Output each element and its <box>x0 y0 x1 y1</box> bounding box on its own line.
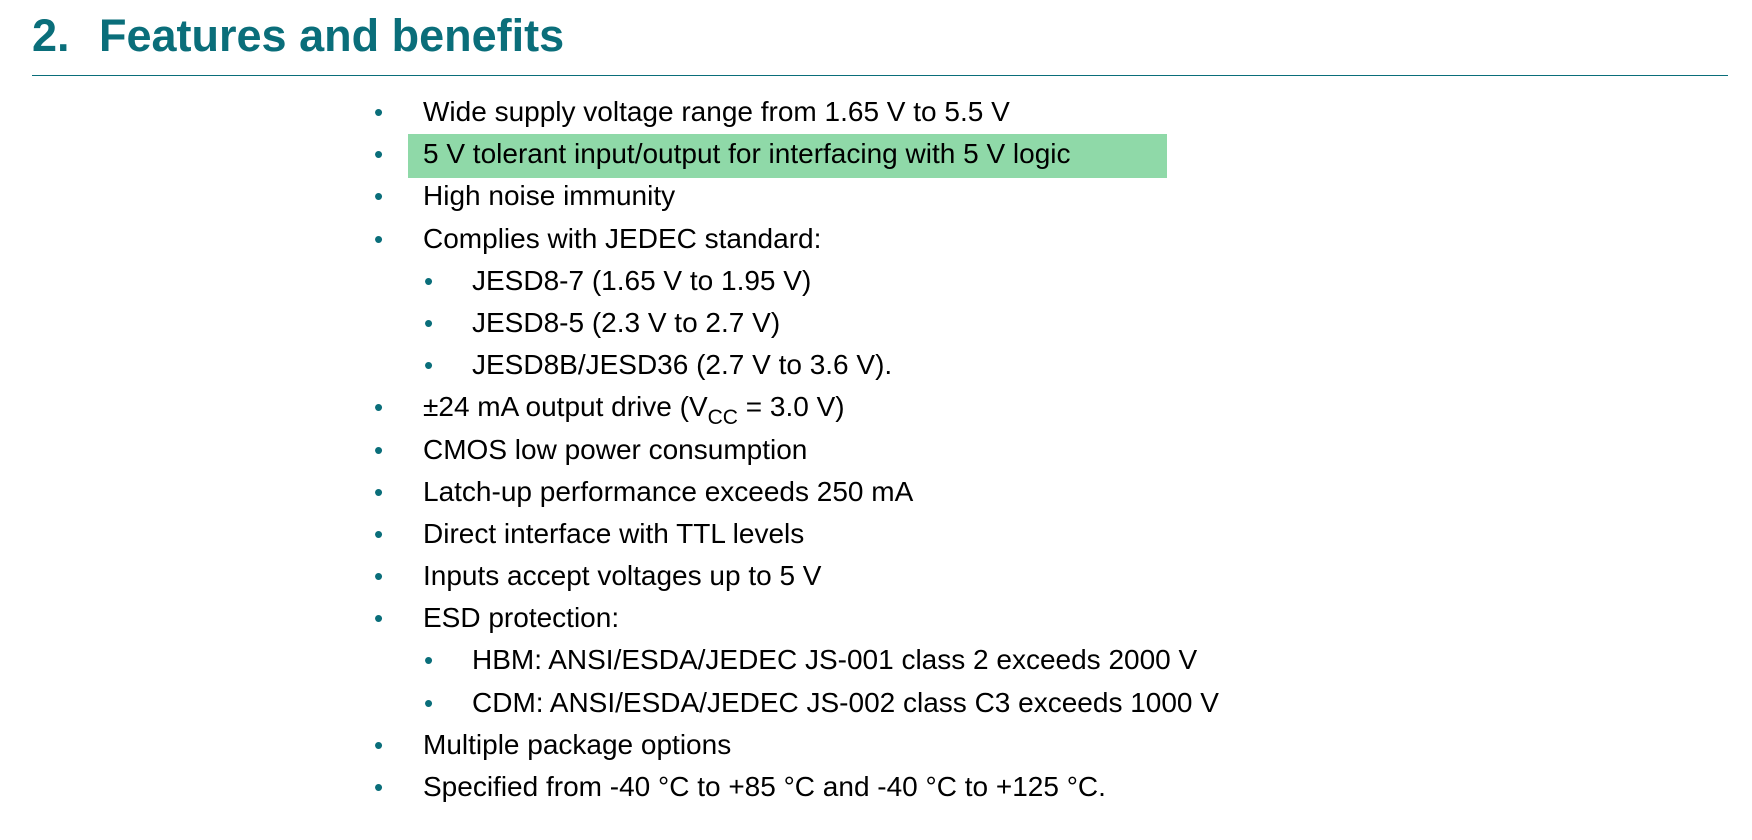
list-item <box>0 597 1752 639</box>
list-item <box>0 766 1752 808</box>
list-item-highlighted <box>0 133 1752 175</box>
bullet-icon: • <box>374 561 384 592</box>
list-item-text: ESD protection: <box>423 602 620 634</box>
list-item-text: Multiple package options <box>423 728 732 760</box>
list-item-text: 5 V tolerant input/output for interfacing with 5 V logic <box>423 138 1071 170</box>
bullet-icon: • <box>374 729 384 760</box>
bullet-icon: • <box>374 518 384 549</box>
list-item-text: Inputs accept voltages up to 5 V <box>423 560 822 592</box>
list-item-text: JESD8B/JESD36 (2.7 V to 3.6 V). <box>472 349 893 381</box>
list-item <box>0 513 1752 555</box>
section-number: 2. <box>32 10 70 61</box>
bullet-icon: • <box>424 350 434 381</box>
list-item-text <box>423 386 845 431</box>
bullet-icon: • <box>374 434 384 465</box>
bullet-icon: • <box>424 307 434 338</box>
bullet-icon: • <box>374 181 384 212</box>
bullet-icon: • <box>374 772 384 802</box>
heading-divider <box>32 75 1728 76</box>
list-item <box>0 471 1752 513</box>
sub-list-item <box>0 302 1752 344</box>
list-item-text: Latch-up performance exceeds 250 mA <box>423 475 914 507</box>
list-item-text: Complies with JEDEC standard: <box>423 222 822 254</box>
bullet-icon: • <box>424 265 434 296</box>
sub-list-item <box>0 682 1752 724</box>
list-item <box>0 91 1752 133</box>
sub-list-item <box>0 260 1752 302</box>
list-item-text: Direct interface with TTL levels <box>423 517 805 549</box>
sub-list-item <box>0 639 1752 681</box>
bullet-icon: • <box>424 645 434 676</box>
list-item <box>0 429 1752 471</box>
list-item-text: Specified from -40 °C to +85 °C and -40 °C to +125 °C. <box>423 771 1106 802</box>
list-item <box>0 555 1752 597</box>
list-item-text: CMOS low power consumption <box>423 433 808 465</box>
list-item-text: HBM: ANSI/ESDA/JEDEC JS-001 class 2 exceeds 2000 V <box>472 644 1198 676</box>
section-title: Features and benefits <box>99 10 565 61</box>
bullet-icon: • <box>374 603 384 634</box>
section-heading <box>32 6 564 66</box>
list-item <box>0 218 1752 260</box>
features-list <box>0 91 1752 808</box>
sub-list-item <box>0 344 1752 386</box>
list-item <box>0 175 1752 217</box>
list-item-text: Wide supply voltage range from 1.65 V to 5.5 V <box>423 96 1010 127</box>
list-item <box>0 386 1752 428</box>
bullet-icon: • <box>374 139 384 170</box>
list-item-text: CDM: ANSI/ESDA/JEDEC JS-002 class C3 exceeds 1000 V <box>472 686 1219 718</box>
bullet-icon: • <box>424 687 434 718</box>
list-item <box>0 724 1752 766</box>
bullet-icon: • <box>374 392 384 423</box>
text-after-subscript: = 3.0 V) <box>737 391 845 423</box>
list-item-text: JESD8-7 (1.65 V to 1.95 V) <box>472 264 812 296</box>
subscript-cc: CC <box>707 406 738 430</box>
text-before-subscript: ±24 mA output drive (V <box>423 391 708 423</box>
bullet-icon: • <box>374 97 384 127</box>
list-item-text: High noise immunity <box>423 180 676 212</box>
bullet-icon: • <box>374 476 384 507</box>
list-item-text: JESD8-5 (2.3 V to 2.7 V) <box>472 306 781 338</box>
bullet-icon: • <box>374 223 384 254</box>
